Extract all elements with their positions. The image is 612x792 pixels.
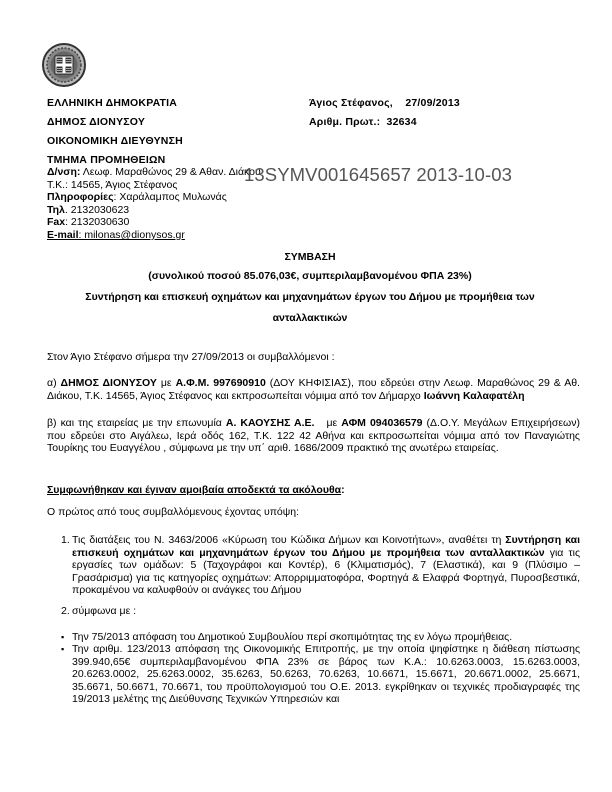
party-b-details: (Δ.Ο.Υ. Μεγάλων Επιχειρήσεων) που εδρεύει στο Αιγάλεω, Ιερά οδός 162, Τ.Κ. 122 42 Αθήνα και εκπροσωπείται νόμιμα από τον Παναγιώτης Τουρίκης του Ευαγγέλου , σύμφωνα με την υπ΄ αριθ. 1686/2009 πρακτικό της ανωτέρω εταιρείας. — [47, 417, 580, 455]
letterhead-line: ΔΗΜΟΣ ΔΙΟΝΥΣΟΥ — [47, 116, 146, 128]
party-a-mayor: Ιωάννη Καλαφατέλη — [423, 389, 525, 402]
bullet-icon: ▪ — [61, 644, 65, 654]
item-1-paragraph — [72, 534, 580, 597]
party-b-text: με — [314, 417, 342, 429]
document-meta — [309, 94, 460, 132]
postal-line: Τ.Κ.: 14565, Άγιος Στέφανος — [47, 178, 178, 191]
bullet-item-1: Την 75/2013 απόφαση του Δημοτικού Συμβουλίου περί σκοπιμότητας της εν λόγω προμήθειας. — [72, 631, 513, 643]
protocol — [309, 113, 460, 132]
contract-subject-line-1: Συντήρηση και επισκευή οχημάτων και μηχανημάτων έργων του Δήμου με προμήθεια των — [85, 291, 535, 303]
letterhead — [47, 94, 183, 170]
agreement-heading — [47, 484, 580, 497]
email-line[interactable] — [47, 229, 261, 242]
letterhead-line: ΟΙΚΟΝΟΜΙΚΗ ΔΙΕΥΘΥΝΣΗ — [47, 135, 183, 147]
item-1-subject: Συντήρηση και επισκευή οχημάτων και μηχανημάτων έργων του Δήμου με προμήθεια των ανταλλακτικών — [72, 534, 580, 559]
contact-block — [47, 166, 261, 242]
address-value: Λεωφ. Μαραθώνος 29 & Αθαν. Διάκου — [80, 166, 261, 178]
bullet-icon: ▪ — [61, 632, 65, 642]
contract-heading: ΣΥΜΒΑΣΗ — [284, 251, 336, 263]
place-date: Άγιος Στέφανος, 27/09/2013 — [309, 97, 460, 109]
first-party-paragraph: Ο πρώτος από τους συμβαλλόμενους έχοντας υπόψη: — [47, 506, 300, 518]
item-1-text-a: Τις διατάξεις του Ν. 3463/2006 «Κύρωση του Κώδικα Δήμων και Κοινοτήτων», αναθέτει τη — [72, 534, 506, 546]
greek-state-seal-icon — [42, 42, 86, 88]
protocol-label: Αριθμ. Πρωτ.: — [309, 116, 381, 128]
agreement-colon: : — [341, 484, 345, 496]
party-b-afm: ΑΦΜ 094036579 — [341, 417, 423, 429]
party-a-prefix: α) — [47, 377, 61, 389]
info-line — [47, 191, 261, 204]
phone-label: Τηλ — [47, 203, 65, 216]
email-link[interactable]: : milonas@dionysos.gr — [78, 228, 185, 241]
party-a-afm: Α.Φ.Μ. 997690910 — [175, 377, 266, 389]
fax-value: : 2132030630 — [65, 216, 130, 229]
intro-paragraph: Στον Άγιο Στέφανο σήμερα την 27/09/2013 οι συμβαλλόμενοι : — [47, 351, 335, 363]
registry-stamp: 13SYMV001645657 2013-10-03 — [244, 164, 512, 185]
party-b-paragraph — [47, 417, 580, 455]
party-a-text: με — [156, 377, 176, 389]
protocol-number: 32634 — [386, 116, 417, 128]
fax-line — [47, 216, 261, 229]
info-value: : Χαράλαμπος Μυλωνάς — [113, 191, 227, 204]
email-label: E-mail — [47, 228, 79, 241]
party-a-paragraph — [47, 377, 580, 402]
party-b-name: Α. ΚΑΟΥΣΗΣ Α.Ε. — [225, 417, 315, 429]
party-a-name: ΔΗΜΟΣ ΔΙΟΝΥΣΟΥ — [60, 377, 157, 389]
phone-line — [47, 204, 261, 217]
agreement-heading-text: Συμφωνήθηκαν και έγιναν αμοιβαία αποδεκτά τα ακόλουθα — [47, 484, 342, 496]
item-1-text-b: για τις εργασίες των ομάδων: 5 (Ταχογράφοι και Κοντέρ), 6 (Κλιματισμός), 7 (Ελαστικά), και 9 (Πλύσιμο – Γρασάρισμα) για τις κατηγορίες οχημάτων: Απορριμματοφόρα, Φορτηγά & Ελαφρά Φορτηγά, Πυροσβεστικά, προκαμένου να καλυφθούν οι ανάγκες του Δήμου — [72, 546, 581, 597]
item-number-1: 1. — [61, 534, 70, 546]
item-number-2: 2. — [61, 605, 70, 617]
letterhead-line: ΕΛΛΗΝΙΚΗ ΔΗΜΟΚΡΑΤΙΑ — [47, 97, 178, 109]
info-label: Πληροφορίες — [47, 191, 114, 204]
party-a-details: (ΔΟΥ ΚΗΦΙΣΙΑΣ), που εδρεύει στην Λεωφ. Μαραθώνος 29 & Αθ. Διάκου, Τ.Κ. 14565, Άγιος Στέφανος και εκπροσωπείται νόμιμα από τον Δήμαρχο — [47, 377, 580, 402]
contract-amount: (συνολικού ποσού 85.076,03€, συμπεριλαμβανομένου ΦΠΑ 23%) — [148, 270, 472, 282]
letterhead-line: ΤΜΗΜΑ ΠΡΟΜΗΘΕΙΩΝ — [47, 154, 166, 166]
item-2-text: σύμφωνα με : — [72, 605, 137, 617]
contract-subject-line-2: ανταλλακτικών — [272, 312, 348, 324]
party-b-prefix: β) και της εταιρείας με την επωνυμία — [47, 417, 226, 429]
fax-label: Fax — [47, 216, 66, 229]
address-line — [47, 166, 261, 179]
phone-value: . 2132030623 — [64, 203, 130, 216]
address-label: Δ/νση: — [47, 166, 81, 178]
bullet-item-2: Την αριθμ. 123/2013 απόφαση της Οικονομικής Επιτροπής, με την οποία ψηφίστηκε η διάθεση πίστωσης 399.940,65€ συμπεριλαμβανομένου ΦΠΑ 23% σε βάρος των Κ.Α.: 10.6263.0003, 15.6263.0003, 20.6263.0002, 25.6263.0002, 35.6263, 50.6263, 70.6263, 10.6671, 15.6671, 20.6671.0002, 25.6671, 35.6671, 50.6671, 70.6671, του προϋπολογισμού του Ο.Ε. 2013. εγκρίθηκαν οι τεχνικές προδιαγραφές της 19/2013 μελέτης της Διεύθυνσης Τεχνικών Υπηρεσιών και — [72, 643, 580, 706]
